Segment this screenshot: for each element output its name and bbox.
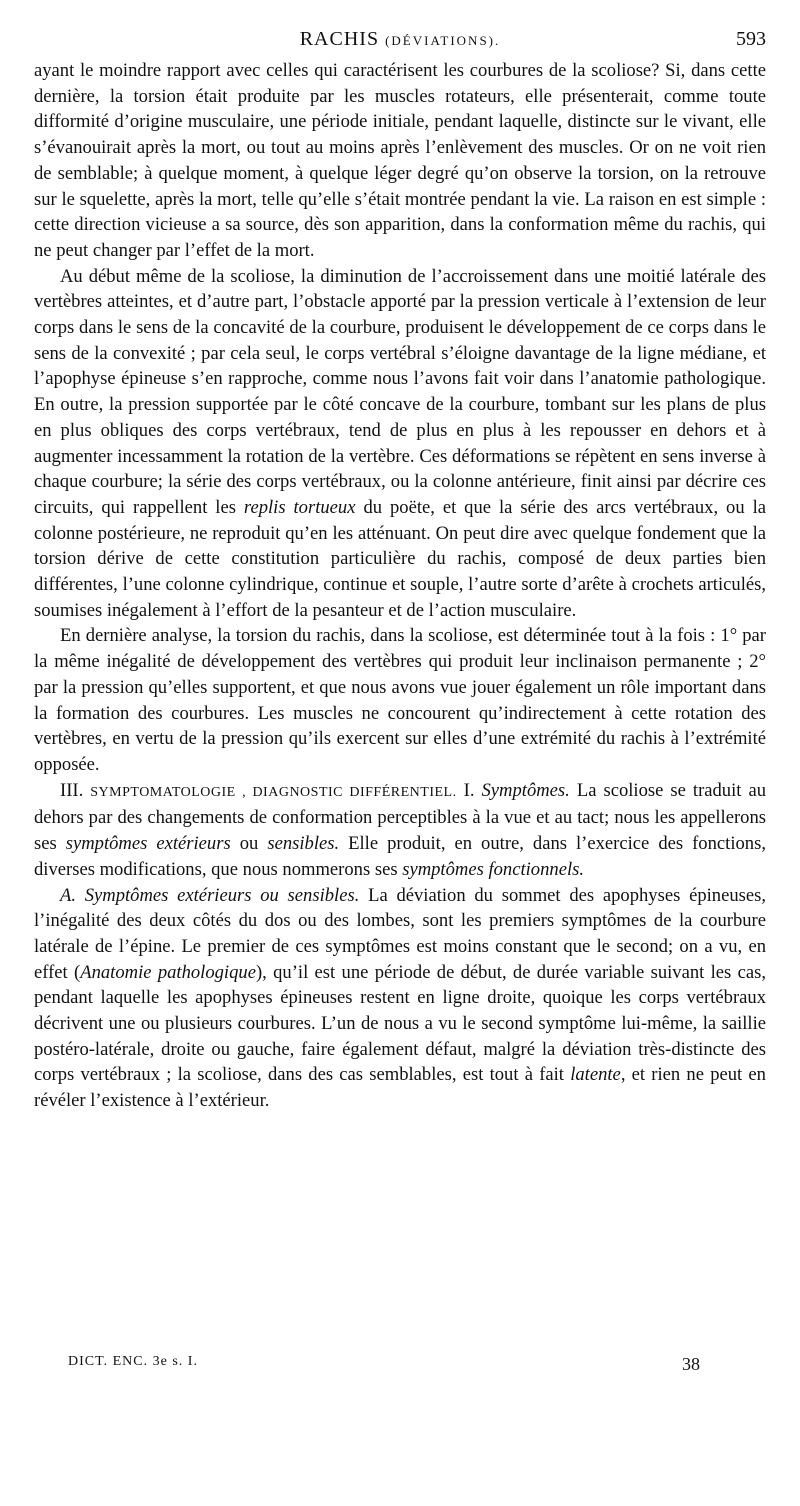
header-subtitle: (DÉVIATIONS). [385,33,501,48]
page-footer [68,1354,700,1378]
paragraph-4-text-a: La scoliose se traduit au dehors par des changements de conformation perceptibles à la vue et au tact; nous les appellerons ses [34,779,767,855]
body-text [34,58,766,1114]
paragraph-5-emphasis-2: latente [570,1064,621,1086]
paragraph-5-text-c: , et rien ne peut en révéler l’existence à l’extérieur. [34,1064,766,1112]
paragraph-3: En dernière analyse, la torsion du rachis, dans la scoliose, est déterminée tout à la fois : 1° par la même inégalité de développement des vertèbres qui produit leur inclinaison permanente ; 2° par la pression qu’elles supportent, et que nous avons vue jouer également un rôle important dans la formation des courbures. Les muscles ne concourent qu’indirectement à cette rotation des vertèbres, en vertu de la pression qu’ils exercent sur elles d’une extrémité du rachis à l’extrémité opposée. [34,625,766,775]
paragraph-4-or: ou [239,833,259,855]
paragraph-1: ayant le moindre rapport avec celles qui caractérisent les courbures de la scoliose? Si, dans cette dernière, la torsion était produite par les muscles rotateurs, elle présenterait, comme toute difformité d’origine musculaire, une période initiale, pendant laquelle, distincte sur le vivant, elle s’évanouirait après la mort, ou tout au moins après l’enlèvement des muscles. Or on ne voit rien de semblable; à quelque moment, à quelque léger degré qu’on observe la torsion, on la retrouve sur le squelette, après la mort, telle qu’elle s’était montrée pendant la vie. La raison en est simple : cette direction vicieuse a sa source, dès son apparition, dans la conformation même du rachis, qui ne peut changer par l’effet de la mort. [34,60,766,261]
paragraph-4-emphasis-1: symptômes extérieurs [65,833,231,855]
paragraph-5 [34,883,766,1114]
paragraph-4-emphasis-3: symptômes fonctionnels. [402,858,584,880]
paragraph-5-text-a: La déviation du sommet des apophyses épineuses, l’inégalité des deux côtés du dos ou des lombes, sont les premiers symptômes de la courbure latérale de l’épine. Le premier de ces symptômes est moins constant que le second; on a vu, en effet ( [34,884,767,983]
section-number: III. [60,779,84,801]
section-heading: SYMPTOMATOLOGIE , DIAGNOSTIC DIFFÉRENTIEL. [90,784,457,800]
page [34,28,766,1114]
subsection-heading: Symptômes. [481,779,570,801]
paragraph-2-emphasis: replis tortueux [243,496,356,518]
paragraph-4-text-b: Elle produit, en outre, dans l’exercice des fonctions, diverses modifications, que nous nommerons ses [34,833,766,880]
header-title: RACHIS [299,28,380,50]
paragraph-2-text-a: Au début même de la scoliose, la diminution de l’accroissement dans une moitié latérale des vertèbres atteintes, et d’autre part, l’obstacle apporté par la pression verticale à l’extension de leur corps dans le sens de la concavité de la courbure, produisent le développement de ce corps dans le sens de la convexité ; par cela seul, le corps vertébral s’éloigne davantage de la ligne médiane, et l’apophyse épineuse s’en rapproche, comme nous l’avons fait voir dans l’anatomie pathologique. En outre, la pression supportée par le côté concave de la courbure, tombant sur les plans de plus en plus obliques des corps vertébraux, tend de plus en plus à les repousser en dehors et à augmenter incessamment la rotation de la vertèbre. Ces déformations se répètent en sens inverse à chaque courbure; la série des corps vertébraux, ou la colonne antérieure, finit ainsi par décrire ces circuits, qui rappellent les [34,265,766,518]
paragraph-4 [34,778,766,883]
paragraph-5-text-b: ), qu’il est une période de début, de durée variable suivant les cas, pendant laquelle les apophyses épineuses restent en ligne droite, quoique les corps vertébraux décrivent une ou plusieurs courbures. L’un de nous a vu le second symptôme lui-même, la saillie postéro-latérale, droite ou gauche, faire également défaut, malgré la déviation très-distincte des corps vertébraux ; la scoliose, dans des cas semblables, est tout à fait [34,961,766,1086]
sheet-number: 38 [682,1354,700,1374]
paragraph-5-label: A. Symptômes extérieurs ou sensibles. [60,884,360,906]
signature-mark: DICT. ENC. 3e s. I. [68,1354,198,1369]
running-title [34,28,766,51]
page-number: 593 [736,28,766,50]
running-header [34,28,766,58]
subsection-number: I. [463,779,475,801]
paragraph-5-emphasis-1: Anatomie pathologique [80,961,256,983]
paragraph-2 [34,264,766,624]
paragraph-2-text-b: du poëte, et que la série des arcs vertébraux, ou la colonne postérieure, ne reproduit qu’en les atténuant. On peut dire avec quelque fondement que la torsion dérive de cette constitution particulière du rachis, composé de deux parties bien différentes, l’une colonne cylindrique, continue et souple, l’autre sorte d’arête à crochets articulés, soumises inégalement à l’effort de la pesanteur et de l’action musculaire. [34,496,767,621]
paragraph-4-emphasis-2: sensibles. [267,833,340,855]
